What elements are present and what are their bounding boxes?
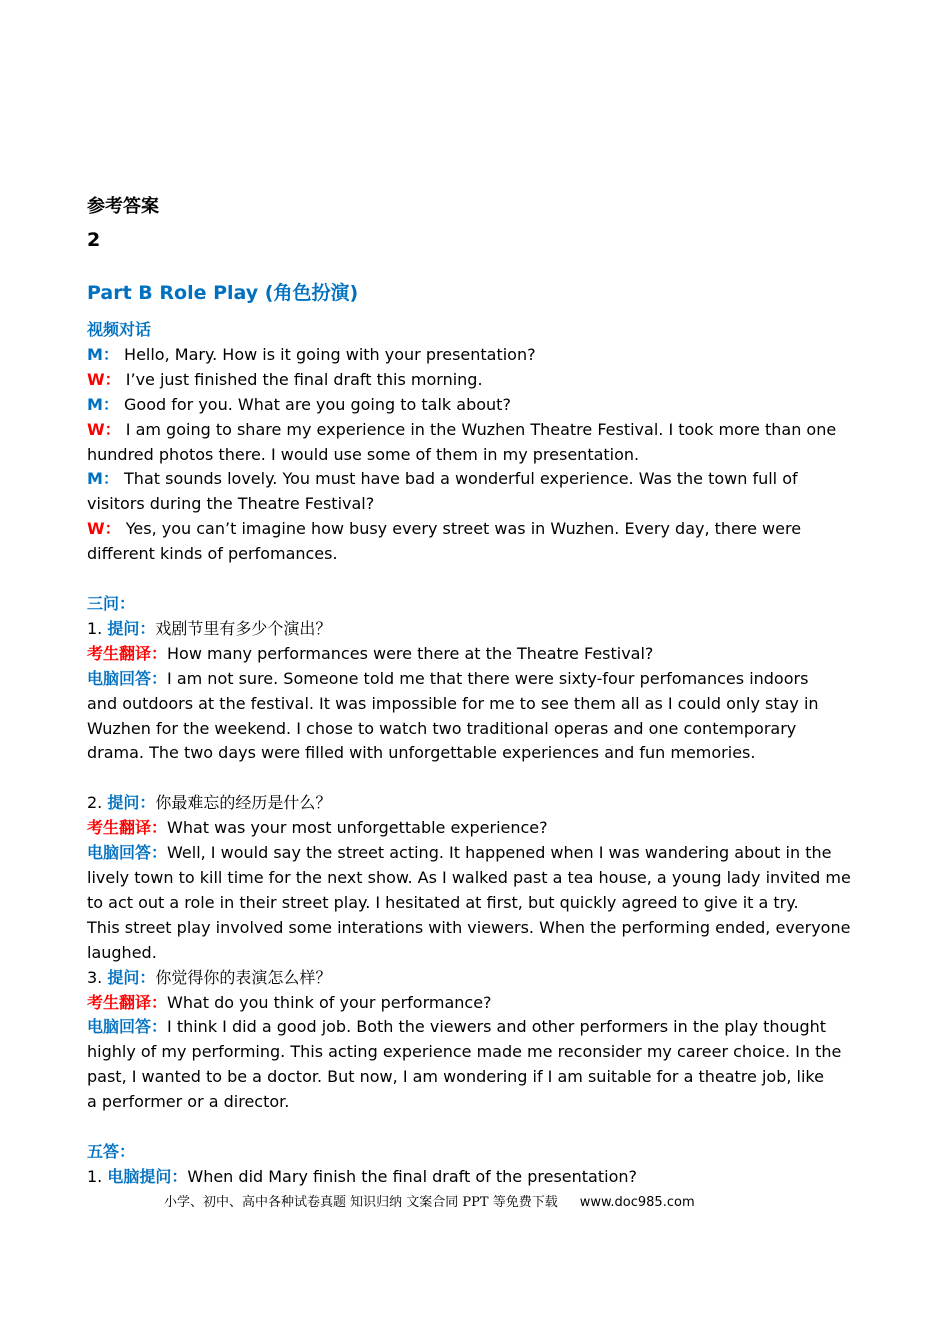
answer-label: 电脑回答：: [87, 668, 168, 688]
speaker-colon: ：: [102, 344, 119, 364]
translation-line: [87, 991, 877, 1016]
answer-line: and outdoors at the festival. It was impossible for me to see them all as I could only stay in: [87, 693, 819, 713]
answer-line: highly of my performing. This acting experience made me reconsider my career choice. In the: [87, 1042, 842, 1062]
answer-line: [87, 667, 877, 692]
translation-text: What was your most unforgettable experience?: [167, 818, 548, 838]
speaker-colon: ：: [104, 519, 121, 539]
translation-line: [87, 642, 877, 667]
three-questions-section: [87, 592, 877, 1115]
question-line: [87, 791, 877, 816]
footer-text: 小学、初中、高中各种试卷真题 知识归纳 文案合同 PPT 等免费下载: [164, 1195, 558, 1210]
translation-label: 考生翻译：: [87, 818, 168, 838]
answer-line: drama. The two days were filled with unforgettable experiences and fun memories.: [87, 743, 756, 763]
question-number: 3.: [87, 967, 103, 987]
question-number: 2.: [87, 793, 103, 813]
dialog-line-continued: visitors during the Theatre Festival?: [87, 494, 375, 514]
dialog-line: [87, 343, 877, 368]
answer-line: to act out a role in their street play. I hesitated at first, but quickly agreed to give it a try.: [87, 892, 799, 912]
speaker-colon: ：: [102, 469, 119, 489]
answer-line: past, I wanted to be a doctor. But now, I am wondering if I am suitable for a theatre job, like: [87, 1067, 824, 1087]
section-header: 五答：: [87, 1142, 136, 1161]
speaker-colon: ：: [102, 394, 119, 414]
answer-text: I think I did a good job. Both the viewers and other performers in the play thought: [167, 1017, 827, 1037]
question-line: [87, 617, 877, 642]
speaker-colon: ：: [104, 369, 121, 389]
answer-label: 电脑回答：: [87, 843, 168, 863]
translation-text: What do you think of your performance?: [167, 992, 492, 1012]
part-title: Part B Role Play (角色扮演): [87, 282, 359, 304]
question-text: 你觉得你的表演怎么样？: [155, 967, 332, 987]
translation-text: How many performances were there at the Theatre Festival?: [167, 643, 654, 663]
answer-line: [87, 841, 877, 866]
dialog-text: Yes, you can’t imagine how busy every street was in Wuzhen. Every day, there were: [125, 519, 802, 539]
answer-label: 电脑回答：: [87, 1017, 168, 1037]
question-text: 你最难忘的经历是什么？: [155, 793, 332, 813]
dialog-line: [87, 467, 877, 492]
dialog-line: [87, 393, 877, 418]
question-text: When did Mary finish the final draft of the presentation?: [187, 1166, 637, 1186]
dialog-line: [87, 418, 877, 443]
question-line: [87, 1165, 877, 1190]
answer-text: I am not sure. Someone told me that there were sixty-four perfomances indoors: [167, 668, 809, 688]
question-number: 1.: [87, 618, 103, 638]
answer-line: lively town to kill time for the next show. As I walked past a tea house, a young lady invited me: [87, 867, 851, 887]
dialog-text: Hello, Mary. How is it going with your presentation?: [124, 344, 536, 364]
answer-heading: 参考答案: [87, 196, 159, 217]
question-line: [87, 966, 877, 991]
speaker-label: W: [87, 519, 105, 539]
five-answers-section: [87, 1140, 877, 1190]
answer-number: 2: [87, 229, 101, 251]
question-number: 1.: [87, 1166, 103, 1186]
speaker-label: M: [87, 394, 103, 414]
question-text: 戏剧节里有多少个演出？: [155, 618, 332, 638]
translation-label: 考生翻译：: [87, 643, 168, 663]
question-label: 电脑提问：: [107, 1166, 188, 1186]
dialog-text: Good for you. What are you going to talk about?: [124, 394, 511, 414]
dialog-line: [87, 368, 877, 393]
section-header: 三问：: [87, 594, 136, 613]
dialog-line-continued: different kinds of perfomances.: [87, 544, 338, 564]
answer-line: Wuzhen for the weekend. I chose to watch two traditional operas and one contemporary: [87, 718, 797, 738]
dialog-text: I am going to share my experience in the Wuzhen Theatre Festival. I took more than one: [125, 419, 837, 439]
speaker-label: M: [87, 344, 103, 364]
speaker-label: M: [87, 469, 103, 489]
footer-site[interactable]: www.doc985.com: [579, 1195, 695, 1210]
dialog-header: 视频对话: [87, 320, 152, 339]
question-label: 提问：: [107, 618, 156, 638]
translation-label: 考生翻译：: [87, 992, 168, 1012]
dialog-line: [87, 517, 877, 542]
speaker-label: W: [87, 419, 105, 439]
answer-text: Well, I would say the street acting. It happened when I was wandering about in the: [167, 843, 832, 863]
answer-line: laughed.: [87, 942, 157, 962]
answer-line: [87, 1015, 877, 1040]
question-label: 提问：: [107, 967, 156, 987]
dialog-text: I’ve just finished the final draft this morning.: [125, 369, 483, 389]
question-label: 提问：: [107, 793, 156, 813]
answer-line: a performer or a director.: [87, 1092, 290, 1112]
answer-line: This street play involved some interations with viewers. When the performing ended, everyone: [87, 917, 851, 937]
dialog-line-continued: hundred photos there. I would use some of them in my presentation.: [87, 444, 640, 464]
speaker-label: W: [87, 369, 105, 389]
speaker-colon: ：: [104, 419, 121, 439]
dialog-text: That sounds lovely. You must have bad a wonderful experience. Was the town full of: [124, 469, 798, 489]
blank-line: [87, 766, 877, 791]
page-footer: [164, 1191, 695, 1210]
dialog-section: [87, 318, 877, 567]
translation-line: [87, 816, 877, 841]
